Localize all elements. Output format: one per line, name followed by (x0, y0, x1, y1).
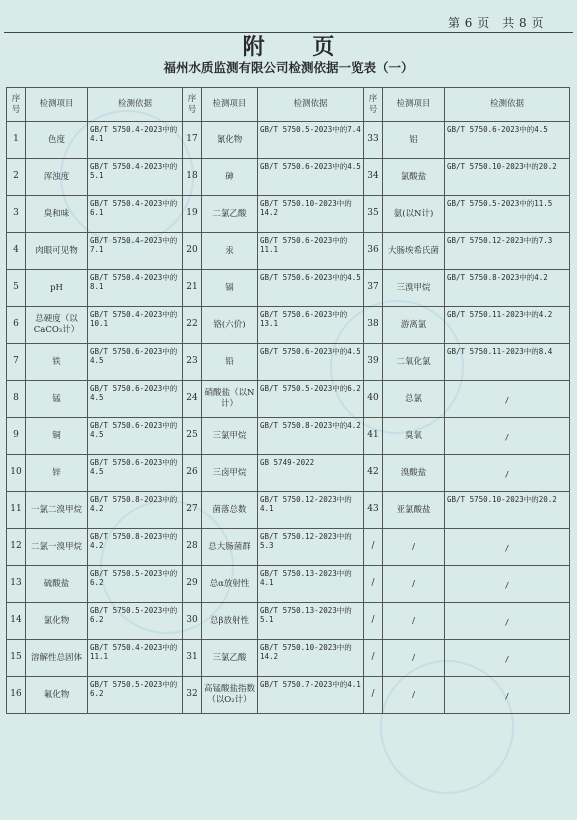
test-basis: GB/T 5750.5-2023中的6.2 (88, 677, 183, 714)
row-number: 7 (7, 344, 26, 381)
row-number: 15 (7, 640, 26, 677)
test-basis: GB/T 5750.12-2023中的4.1 (258, 492, 364, 529)
table-row (7, 344, 570, 381)
test-basis: / (445, 381, 570, 418)
test-basis: GB/T 5750.4-2023中的7.1 (88, 233, 183, 270)
column-header: 序号 (183, 88, 202, 122)
test-item: 氰化物 (202, 122, 258, 159)
test-basis: GB/T 5750.4-2023中的4.1 (88, 122, 183, 159)
test-item: 大肠埃希氏菌 (383, 233, 445, 270)
test-basis: GB/T 5750.8-2023中的4.2 (258, 418, 364, 455)
column-header: 序号 (364, 88, 383, 122)
test-item: 菌落总数 (202, 492, 258, 529)
test-item: 溶解性总固体 (26, 640, 88, 677)
test-item: 浑浊度 (26, 159, 88, 196)
row-number: 29 (183, 566, 202, 603)
test-item: 铁 (26, 344, 88, 381)
row-number: 30 (183, 603, 202, 640)
row-number: 13 (7, 566, 26, 603)
test-item: 铅 (202, 344, 258, 381)
test-item: 总硬度（以CaCO₃计） (26, 307, 88, 344)
test-item: 总β放射性 (202, 603, 258, 640)
row-number: 28 (183, 529, 202, 566)
test-item: 臭和味 (26, 196, 88, 233)
test-item: 锰 (26, 381, 88, 418)
table-row (7, 418, 570, 455)
column-header: 检测项目 (202, 88, 258, 122)
test-basis: GB/T 5750.8-2023中的4.2 (88, 492, 183, 529)
test-basis: GB/T 5750.10-2023中的20.2 (445, 159, 570, 196)
test-basis: GB/T 5750.6-2023中的4.5 (258, 344, 364, 381)
test-basis: / (445, 566, 570, 603)
column-header: 检测依据 (258, 88, 364, 122)
test-item: 高锰酸盐指数（以O₂计） (202, 677, 258, 714)
test-basis: / (445, 677, 570, 714)
table-row (7, 233, 570, 270)
test-item: 砷 (202, 159, 258, 196)
test-item: 游离氯 (383, 307, 445, 344)
row-number: 37 (364, 270, 383, 307)
test-item: pH (26, 270, 88, 307)
test-item: 氨(以N计) (383, 196, 445, 233)
row-number: 6 (7, 307, 26, 344)
test-item: 汞 (202, 233, 258, 270)
test-basis: / (445, 418, 570, 455)
column-header: 检测项目 (383, 88, 445, 122)
table-row (7, 159, 570, 196)
test-item: 三氯乙酸 (202, 640, 258, 677)
table-row (7, 381, 570, 418)
test-basis: / (445, 529, 570, 566)
row-number: 9 (7, 418, 26, 455)
test-item: 总大肠菌群 (202, 529, 258, 566)
test-item: 总α放射性 (202, 566, 258, 603)
test-item: 亚氯酸盐 (383, 492, 445, 529)
table-row (7, 529, 570, 566)
test-item: 三卤甲烷 (202, 455, 258, 492)
test-basis: GB/T 5750.5-2023中的11.5 (445, 196, 570, 233)
row-number: 2 (7, 159, 26, 196)
test-basis: GB/T 5750.6-2023中的4.5 (445, 122, 570, 159)
row-number: 18 (183, 159, 202, 196)
test-basis: GB/T 5750.13-2023中的4.1 (258, 566, 364, 603)
table-caption: 福州水质监测有限公司检测依据一览表（一） (163, 60, 414, 75)
test-item: / (383, 566, 445, 603)
row-number: 38 (364, 307, 383, 344)
test-basis: GB/T 5750.12-2023中的5.3 (258, 529, 364, 566)
row-number: 43 (364, 492, 383, 529)
column-header: 检测依据 (88, 88, 183, 122)
test-basis: GB/T 5750.10-2023中的14.2 (258, 196, 364, 233)
test-item: 铜 (26, 418, 88, 455)
row-number: 36 (364, 233, 383, 270)
test-basis: GB/T 5750.7-2023中的4.1 (258, 677, 364, 714)
test-item: 氯化物 (26, 603, 88, 640)
row-number: 26 (183, 455, 202, 492)
row-number: 27 (183, 492, 202, 529)
row-number: / (364, 529, 383, 566)
test-basis: GB/T 5750.5-2023中的6.2 (258, 381, 364, 418)
row-number: 16 (7, 677, 26, 714)
table-row (7, 566, 570, 603)
row-number: 8 (7, 381, 26, 418)
test-basis: GB/T 5750.5-2023中的7.4 (258, 122, 364, 159)
test-item: 一氯二溴甲烷 (26, 492, 88, 529)
table-row (7, 196, 570, 233)
row-number: 40 (364, 381, 383, 418)
row-number: 34 (364, 159, 383, 196)
row-number: 19 (183, 196, 202, 233)
test-basis: GB/T 5750.10-2023中的14.2 (258, 640, 364, 677)
test-item: 臭氧 (383, 418, 445, 455)
test-basis: GB/T 5750.6-2023中的4.5 (258, 159, 364, 196)
row-number: 21 (183, 270, 202, 307)
row-number: 5 (7, 270, 26, 307)
test-basis: GB/T 5750.11-2023中的8.4 (445, 344, 570, 381)
row-number: / (364, 640, 383, 677)
table-row (7, 492, 570, 529)
test-item: / (383, 640, 445, 677)
test-basis: / (445, 640, 570, 677)
test-item: 氯酸盐 (383, 159, 445, 196)
test-basis: GB/T 5750.6-2023中的4.5 (88, 344, 183, 381)
table-row (7, 270, 570, 307)
row-number: / (364, 566, 383, 603)
test-item: / (383, 677, 445, 714)
test-basis: GB/T 5750.5-2023中的6.2 (88, 603, 183, 640)
test-basis: GB/T 5750.6-2023中的4.5 (88, 381, 183, 418)
test-item: 二氯一溴甲烷 (26, 529, 88, 566)
test-basis: GB/T 5750.10-2023中的20.2 (445, 492, 570, 529)
row-number: 24 (183, 381, 202, 418)
row-number: 25 (183, 418, 202, 455)
test-basis: GB/T 5750.6-2023中的11.1 (258, 233, 364, 270)
row-number: 33 (364, 122, 383, 159)
column-header: 检测项目 (26, 88, 88, 122)
test-item: 氟化物 (26, 677, 88, 714)
row-number: 1 (7, 122, 26, 159)
row-number: 39 (364, 344, 383, 381)
test-basis: GB/T 5750.6-2023中的4.5 (88, 418, 183, 455)
test-item: 总氯 (383, 381, 445, 418)
test-basis: / (445, 603, 570, 640)
row-number: 31 (183, 640, 202, 677)
table-row (7, 455, 570, 492)
row-number: 14 (7, 603, 26, 640)
row-number: 4 (7, 233, 26, 270)
row-number: 23 (183, 344, 202, 381)
test-item: 肉眼可见物 (26, 233, 88, 270)
test-basis: GB/T 5750.4-2023中的8.1 (88, 270, 183, 307)
row-number: 3 (7, 196, 26, 233)
test-basis: GB/T 5750.4-2023中的11.1 (88, 640, 183, 677)
row-number: 17 (183, 122, 202, 159)
table-row (7, 603, 570, 640)
row-number: / (364, 603, 383, 640)
test-item: 二氯乙酸 (202, 196, 258, 233)
table-row (7, 640, 570, 677)
test-basis: / (445, 455, 570, 492)
page-title: 附 页 (242, 34, 355, 60)
test-basis: GB/T 5750.4-2023中的10.1 (88, 307, 183, 344)
row-number: 11 (7, 492, 26, 529)
row-number: 22 (183, 307, 202, 344)
test-basis: GB/T 5750.4-2023中的5.1 (88, 159, 183, 196)
test-item: 二氧化氯 (383, 344, 445, 381)
test-item: 三氯甲烷 (202, 418, 258, 455)
page-number: 第 6 页 共 8 页 (447, 16, 544, 30)
row-number: 35 (364, 196, 383, 233)
table-row (7, 677, 570, 714)
test-basis: GB/T 5750.6-2023中的13.1 (258, 307, 364, 344)
row-number: 42 (364, 455, 383, 492)
test-basis: GB/T 5750.8-2023中的4.2 (445, 270, 570, 307)
row-number: 32 (183, 677, 202, 714)
test-basis: GB/T 5750.4-2023中的6.1 (88, 196, 183, 233)
row-number: / (364, 677, 383, 714)
column-header: 序号 (7, 88, 26, 122)
test-item: 三溴甲烷 (383, 270, 445, 307)
test-item: 硫酸盐 (26, 566, 88, 603)
test-basis: GB/T 5750.6-2023中的4.5 (258, 270, 364, 307)
test-item: 镉 (202, 270, 258, 307)
test-basis: GB/T 5750.13-2023中的5.1 (258, 603, 364, 640)
table-row (7, 307, 570, 344)
test-item: 铝 (383, 122, 445, 159)
test-item: 铬(六价) (202, 307, 258, 344)
row-number: 12 (7, 529, 26, 566)
row-number: 41 (364, 418, 383, 455)
test-basis: GB/T 5750.6-2023中的4.5 (88, 455, 183, 492)
header-row (7, 88, 570, 122)
test-item: 溴酸盐 (383, 455, 445, 492)
test-basis: GB/T 5750.12-2023中的7.3 (445, 233, 570, 270)
test-item: 硝酸盐（以N计） (202, 381, 258, 418)
row-number: 20 (183, 233, 202, 270)
table-row (7, 122, 570, 159)
test-item: 色度 (26, 122, 88, 159)
test-basis: GB/T 5750.11-2023中的4.2 (445, 307, 570, 344)
test-basis: GB/T 5750.5-2023中的6.2 (88, 566, 183, 603)
test-item: / (383, 603, 445, 640)
test-basis-table (6, 87, 570, 714)
row-number: 10 (7, 455, 26, 492)
test-basis: GB/T 5750.8-2023中的4.2 (88, 529, 183, 566)
test-basis: GB 5749-2022 (258, 455, 364, 492)
column-header: 检测依据 (445, 88, 570, 122)
test-item: 锌 (26, 455, 88, 492)
test-item: / (383, 529, 445, 566)
